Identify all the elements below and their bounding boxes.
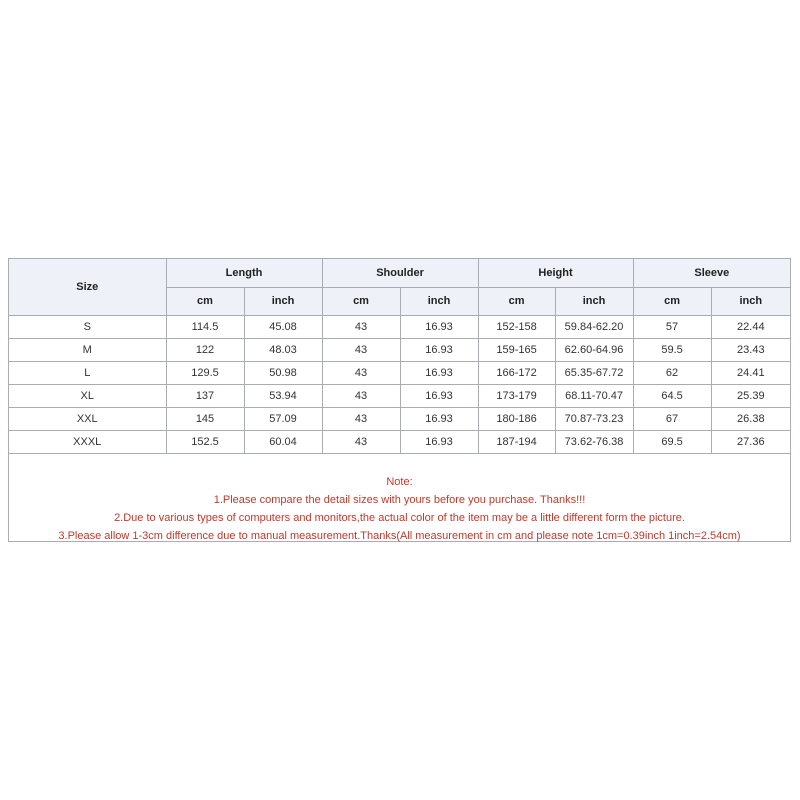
- note-line: 1.Please compare the detail sizes with yours before you purchase. Thanks!!!: [213, 494, 586, 506]
- table-cell: 129.5: [166, 361, 244, 384]
- table-row: [9, 361, 790, 384]
- table-cell: 114.5: [166, 315, 244, 338]
- table-cell: 16.93: [400, 361, 478, 384]
- table-row: [9, 338, 790, 361]
- unit-header: cm: [633, 287, 711, 315]
- length-header: Length: [166, 259, 322, 287]
- table-cell: 50.98: [244, 361, 322, 384]
- table-cell: 57: [633, 315, 711, 338]
- table-cell: 145: [166, 407, 244, 430]
- table-cell: 22.44: [711, 315, 790, 338]
- note-line: 2.Due to various types of computers and monitors,the actual color of the item may be a little different form the picture.: [114, 512, 685, 524]
- group-header-row: [9, 259, 790, 287]
- table-cell: 62: [633, 361, 711, 384]
- table-cell: 24.41: [711, 361, 790, 384]
- table-cell: 23.43: [711, 338, 790, 361]
- table-cell: 43: [322, 407, 400, 430]
- table-cell: 59.5: [633, 338, 711, 361]
- note-line: 3.Please allow 1-3cm difference due to manual measurement.Thanks(All measurement in cm and please note 1cm=0.39inch 1inch=2.54cm): [58, 530, 741, 542]
- notes-section: [9, 473, 790, 545]
- size-cell: S: [9, 315, 166, 338]
- table-cell: 43: [322, 361, 400, 384]
- table-cell: 43: [322, 384, 400, 407]
- table-cell: 137: [166, 384, 244, 407]
- shoulder-header: Shoulder: [322, 259, 478, 287]
- table-cell: 65.35-67.72: [555, 361, 633, 384]
- size-chart: [8, 258, 791, 542]
- table-cell: 16.93: [400, 338, 478, 361]
- table-cell: 16.93: [400, 430, 478, 453]
- table-cell: 16.93: [400, 384, 478, 407]
- unit-header: inch: [555, 287, 633, 315]
- table-row: [9, 407, 790, 430]
- table-cell: 53.94: [244, 384, 322, 407]
- table-cell: 122: [166, 338, 244, 361]
- size-cell: XL: [9, 384, 166, 407]
- unit-header: cm: [322, 287, 400, 315]
- table-cell: 152.5: [166, 430, 244, 453]
- table-cell: 48.03: [244, 338, 322, 361]
- height-header: Height: [478, 259, 633, 287]
- table-cell: 57.09: [244, 407, 322, 430]
- table-cell: 64.5: [633, 384, 711, 407]
- table-cell: 152-158: [478, 315, 555, 338]
- table-cell: 16.93: [400, 407, 478, 430]
- size-cell: L: [9, 361, 166, 384]
- table-cell: 173-179: [478, 384, 555, 407]
- table-cell: 187-194: [478, 430, 555, 453]
- table-row: [9, 430, 790, 453]
- unit-header: cm: [166, 287, 244, 315]
- table-cell: 43: [322, 338, 400, 361]
- table-cell: 43: [322, 315, 400, 338]
- unit-header: cm: [478, 287, 555, 315]
- table-cell: 45.08: [244, 315, 322, 338]
- table-cell: 69.5: [633, 430, 711, 453]
- table-cell: 16.93: [400, 315, 478, 338]
- size-cell: XXL: [9, 407, 166, 430]
- unit-header: inch: [711, 287, 790, 315]
- unit-header: inch: [400, 287, 478, 315]
- table-cell: 68.11-70.47: [555, 384, 633, 407]
- table-cell: 159-165: [478, 338, 555, 361]
- table-cell: 67: [633, 407, 711, 430]
- size-header: Size: [9, 259, 166, 315]
- table-cell: 70.87-73.23: [555, 407, 633, 430]
- size-table: [9, 259, 790, 454]
- unit-header: inch: [244, 287, 322, 315]
- table-cell: 25.39: [711, 384, 790, 407]
- sleeve-header: Sleeve: [633, 259, 790, 287]
- table-row: [9, 315, 790, 338]
- table-cell: 27.36: [711, 430, 790, 453]
- table-cell: 180-186: [478, 407, 555, 430]
- table-cell: 73.62-76.38: [555, 430, 633, 453]
- table-cell: 166-172: [478, 361, 555, 384]
- table-row: [9, 384, 790, 407]
- table-cell: 43: [322, 430, 400, 453]
- table-cell: 59.84-62.20: [555, 315, 633, 338]
- note-title: Note:: [386, 476, 413, 488]
- table-cell: 62.60-64.96: [555, 338, 633, 361]
- size-cell: M: [9, 338, 166, 361]
- table-cell: 26.38: [711, 407, 790, 430]
- table-cell: 60.04: [244, 430, 322, 453]
- size-cell: XXXL: [9, 430, 166, 453]
